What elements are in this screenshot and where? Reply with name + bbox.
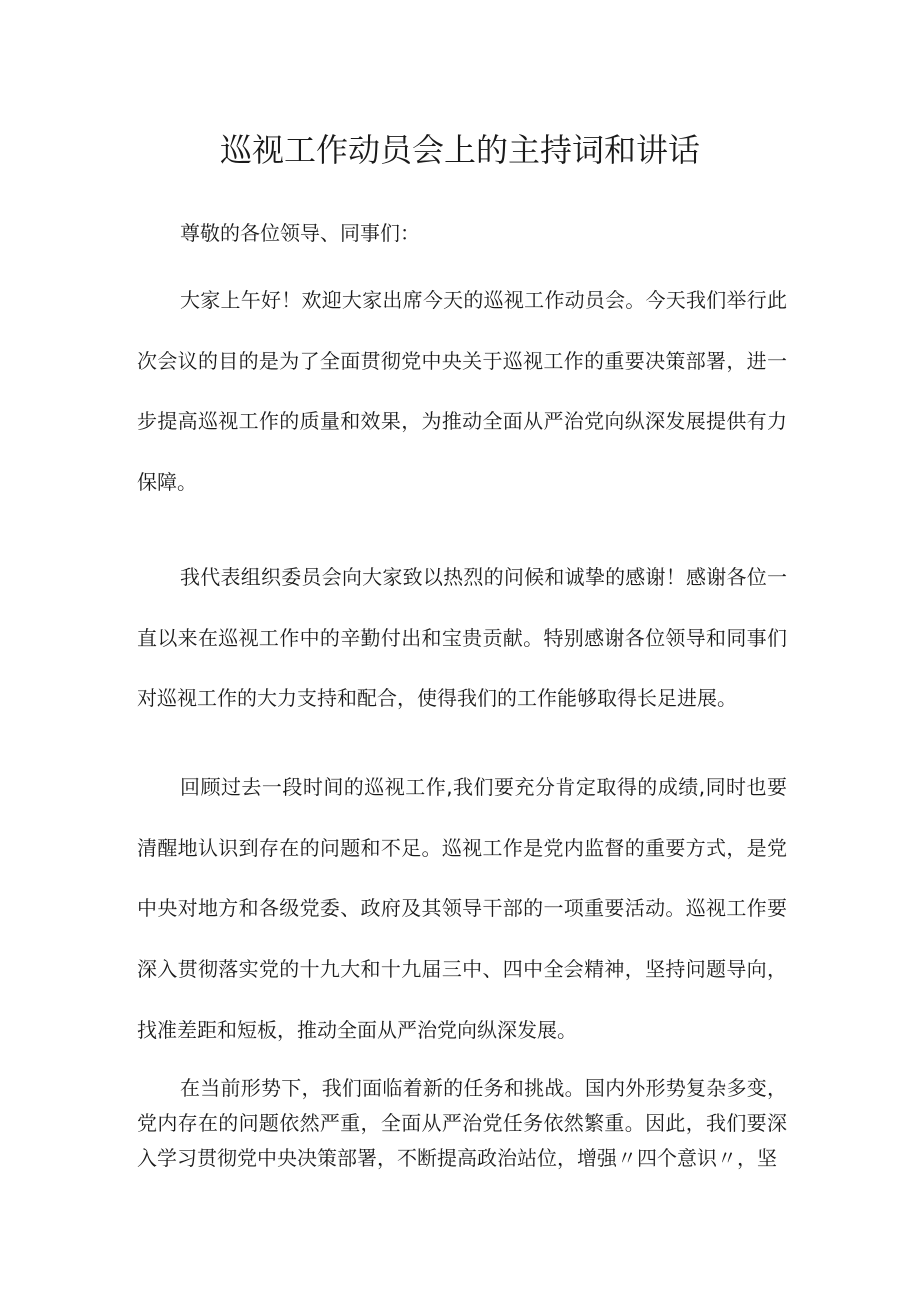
body-paragraph: 回顾过去一段时间的巡视工作,我们要充分肯定取得的成绩,同时也要清醒地认识到存在的问题和不足。巡视工作是党内监督的重要方式，是党中央对地方和各级党委、政府及其领导干部的一项重要活动。巡视工作要深入贯彻落实党的十九大和十九届三中、四中全会精神，坚持问题导向，找准差距和短板，推动全面从严治党向纵深发展。: [137, 775, 787, 1042]
salutation-paragraph: 尊敬的各位领导、同事们：: [180, 221, 420, 245]
body-paragraph: 大家上午好！欢迎大家出席今天的巡视工作动员会。今天我们举行此次会议的目的是为了全面贯彻党中央关于巡视工作的重要决策部署，进一步提高巡视工作的质量和效果，为推动全面从严治党向纵深发展提供有力保障。: [137, 288, 787, 495]
document-title: 巡视工作动员会上的主持词和讲话: [219, 131, 700, 169]
body-paragraph: 在当前形势下，我们面临着新的任务和挑战。国内外形势复杂多变，党内存在的问题依然严重，全面从严治党任务依然繁重。因此，我们要深入学习贯彻党中央决策部署，不断提高政治站位，增强〃四个意识〃，坚: [137, 1076, 787, 1170]
body-paragraph: 我代表组织委员会向大家致以热烈的问候和诚挚的感谢！感谢各位一直以来在巡视工作中的辛勤付出和宝贵贡献。特别感谢各位领导和同事们对巡视工作的大力支持和配合，使得我们的工作能够取得长足进展。: [137, 565, 787, 711]
